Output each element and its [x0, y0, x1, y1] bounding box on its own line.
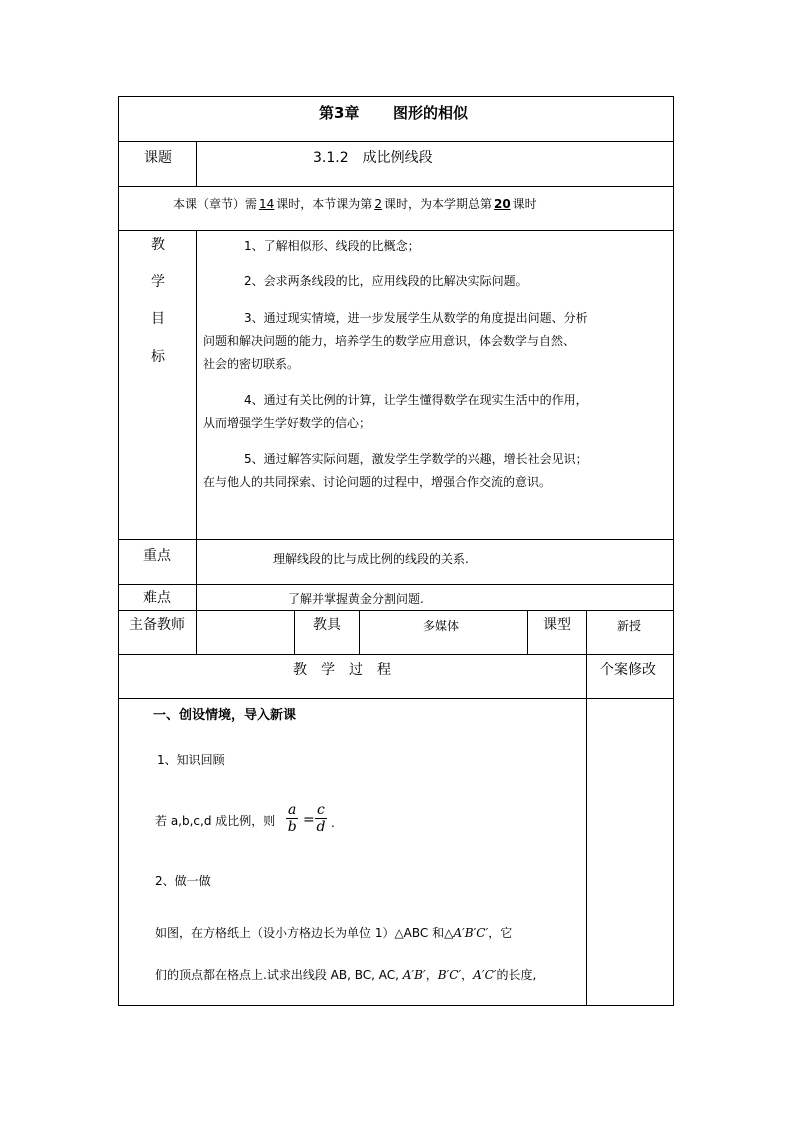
col-divider [196, 610, 197, 654]
fraction-c-over-d [315, 802, 327, 835]
difficulty-label: 难点 [143, 590, 171, 606]
period: . [331, 816, 335, 830]
row-divider [118, 539, 674, 540]
col-divider [294, 610, 295, 654]
hours-line [173, 196, 537, 212]
tools-label: 教具 [313, 617, 341, 633]
hours-current: 2 [374, 197, 382, 211]
try-line-1 [155, 925, 512, 941]
table-bottom-border [118, 1005, 674, 1006]
fraction-a-over-b [286, 802, 298, 835]
row-divider [118, 584, 674, 585]
segment-a-c-prime: A′C′ [473, 968, 497, 982]
col-divider [527, 610, 528, 654]
table-right-border [673, 96, 674, 1005]
objectives-label-char: 目 [151, 311, 165, 327]
objectives-label-char: 标 [151, 349, 165, 365]
objective-line: 从而增强学生学好数学的信心； [203, 416, 372, 430]
fraction-numerator: c [317, 802, 325, 818]
col-divider [586, 610, 587, 1005]
table-left-border [118, 96, 119, 1005]
objectives-label-char: 学 [151, 274, 165, 290]
proportion-text: 若 a,b,c,d 成比例，则 [155, 814, 276, 828]
objective-line: 问题和解决问题的能力，培养学生的数学应用意识，体会数学与自然、 [203, 334, 576, 348]
fraction-numerator: a [288, 802, 297, 818]
col-divider [196, 230, 197, 610]
review-label: 1、知识回顾 [157, 753, 225, 767]
objective-line: 5、通过解答实际问题，激发学生学数学的兴趣，增长社会见识； [244, 452, 588, 466]
try-line-2 [155, 967, 536, 983]
key-point-label: 重点 [143, 548, 171, 564]
segment-a-b-prime: A′B′ [402, 968, 426, 982]
lesson-type-label: 课型 [543, 617, 571, 633]
try-line-2-text: 们的顶点都在格点上.试求出线段 AB, BC, AC, [155, 968, 399, 982]
objective-line: 社会的密切联系。 [203, 357, 300, 371]
row-divider [118, 698, 674, 699]
separator: ， [425, 968, 438, 982]
hours-mid1: 课时，本节课为第 [276, 197, 373, 211]
row-divider [118, 141, 674, 142]
objective-line: 3、通过现实情境，进一步发展学生从数学的角度提出问题、分析 [244, 311, 588, 325]
process-header: 教 学 过 程 [293, 662, 391, 678]
try-line-2-end: 的长度, [496, 968, 537, 982]
hours-suffix: 课时 [512, 197, 537, 211]
segment-b-c-prime: B′C′ [437, 968, 462, 982]
chapter-title: 图形的相似 [393, 104, 469, 122]
col-divider [196, 141, 197, 186]
objective-line: 1、了解相似形、线段的比概念； [244, 239, 420, 253]
equals-sign: = [303, 812, 315, 828]
difficulty-value: 了解并掌握黄金分割问题. [288, 592, 424, 606]
hours-total: 14 [259, 197, 275, 211]
hours-semester: 20 [493, 197, 511, 211]
teacher-label: 主备教师 [129, 617, 185, 633]
row-divider [118, 186, 674, 187]
topic-label: 课题 [144, 150, 172, 166]
hours-mid2: 课时，为本学期总第 [383, 197, 492, 211]
objective-line: 4、通过有关比例的计算，让学生懂得数学在现实生活中的作用， [244, 393, 588, 407]
fraction-denominator: d [316, 819, 326, 835]
triangle-prime-label: A′B′C′ [453, 926, 489, 940]
topic-value: 3.1.2 成比例线段 [313, 150, 433, 166]
objective-line: 2、会求两条线段的比，应用线段的比解决实际问题。 [244, 274, 528, 288]
col-divider [359, 610, 360, 654]
try-label: 2、做一做 [155, 874, 211, 888]
tools-value: 多媒体 [423, 619, 460, 633]
try-line-1-end: ，它 [488, 926, 513, 940]
row-divider [118, 654, 674, 655]
objectives-label-char: 教 [151, 237, 165, 253]
chapter-number: 第3章 [319, 104, 360, 122]
separator: ， [461, 968, 474, 982]
fraction-denominator: b [287, 819, 297, 835]
objective-line: 在与他人的共同探索、讨论问题的过程中，增强合作交流的意识。 [203, 475, 552, 489]
key-point-value: 理解线段的比与成比例的线段的关系. [273, 552, 469, 566]
section-title: 一、创设情境，导入新课 [153, 708, 297, 723]
row-divider [118, 230, 674, 231]
row-divider [118, 610, 674, 611]
table-top-border [118, 96, 674, 97]
case-modify-header: 个案修改 [600, 662, 656, 678]
try-line-1-text: 如图，在方格纸上（设小方格边长为单位 1）△ABC 和△ [155, 926, 454, 940]
hours-prefix: 本课（章节）需 [173, 197, 258, 211]
lesson-type-value: 新授 [617, 619, 642, 633]
